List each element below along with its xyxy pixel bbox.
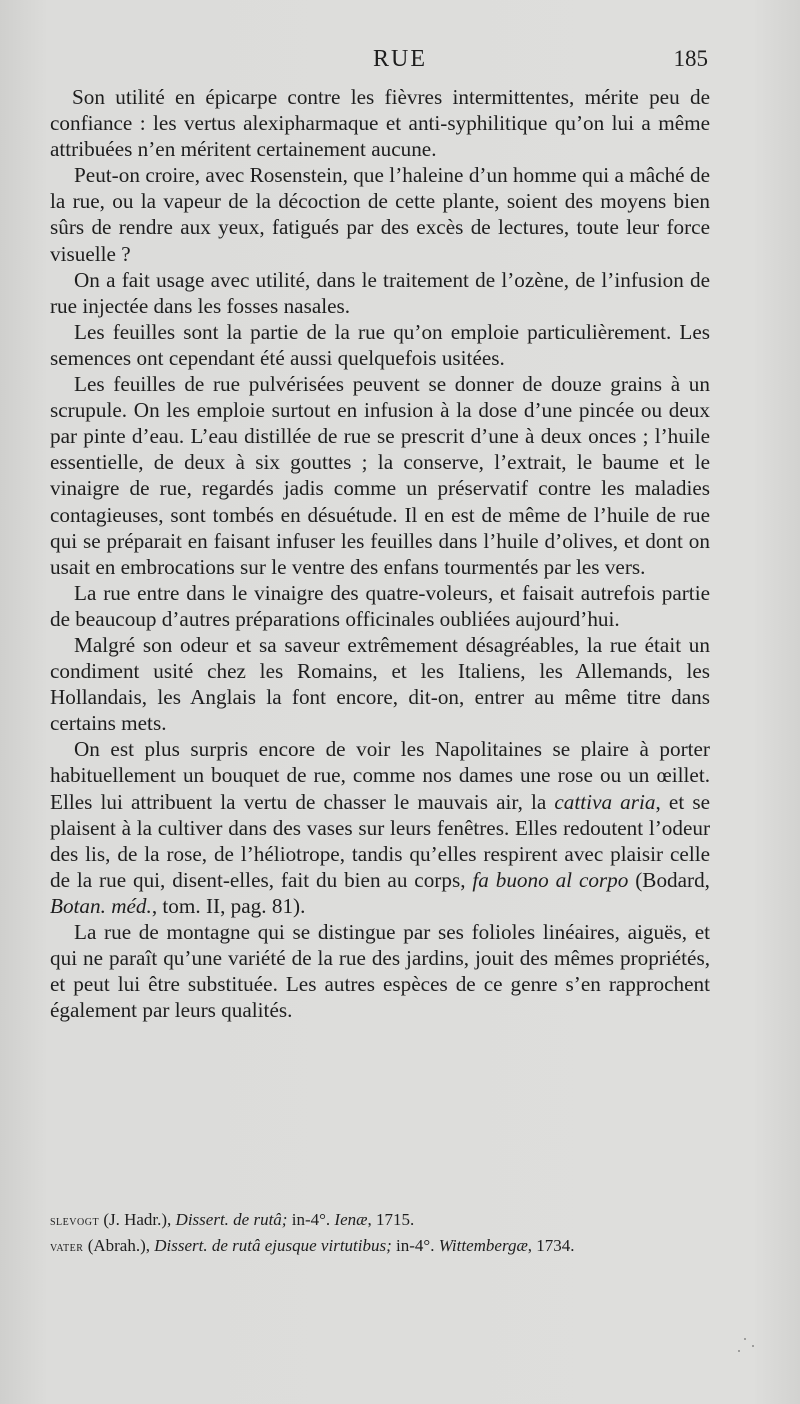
italic-text: Wittembergæ [438,1236,528,1255]
paper-speck [752,1345,754,1347]
paragraph [50,736,710,919]
text-run: Malgré son odeur et sa saveur extrêmement désagréables, la rue était un condiment usité chez les Romains, et les Italiens, les Allemands, les Hollandais, les Anglais la font encore, dit-on, entrer au même titre dans certains mets. [50,632,710,736]
body-text [50,84,710,1023]
italic-text: Dissert. de rutâ; [175,1210,288,1229]
paragraph [50,162,710,266]
text-run: in-4°. [287,1210,335,1229]
text-run: On a fait usage avec utilité, dans le traitement de l’ozène, de l’infusion de rue injectée dans les fosses nasales. [50,267,710,318]
paragraph [50,371,710,580]
bibliography [50,1209,710,1261]
text-run: , 1734. [527,1236,575,1255]
italic-text: Dissert. de rutâ ejusque virtutibus; [154,1236,392,1255]
text-run: Les feuilles sont la partie de la rue qu’on emploie particulièrement. Les semences ont cependant été aussi quelquefois usitées. [50,319,710,370]
reference-entry [50,1209,710,1233]
text-run: , tom. II, pag. 81). [151,893,306,918]
italic-text: Ienæ [334,1210,368,1229]
paragraph [50,267,710,319]
text-run: La rue de montagne qui se distingue par ses folioles linéaires, aiguës, et qui ne paraît qu’une variété de la rue des jardins, jouit des mêmes propriétés, et peut lui être substituée. Les autres espèces de ce genre s’en rapprochent également par leurs qualités. [50,920,710,1023]
text-run: Les feuilles de rue pulvérisées peuvent se donner de douze grains à un scrupule. On les emploie surtout en infusion à la dose d’une pincée ou deux par pinte d’eau. L’eau distillée de rue se prescrit d’une à deux onces ; l’huile essentielle, de deux à six gouttes ; la conserve, l’extrait, le baume et le vinaigre de rue, regardés jadis comme un préservatif contre les maladies contagieuses, sont tombés en désuétude. Il en est de même de l’huile de rue qui se préparait en faisant infuser les feuilles dans l’huile d’olives, et dont on usait en embrocations sur le ventre des enfans tourmentés par les vers. [50,372,710,579]
text-run: Son utilité en épicarpe contre les fièvres intermittentes, mérite peu de confiance : les vertus alexipharmaque et anti-syphilitique qu’on lui a même attribuées n’en méritent certainement aucune. [50,85,710,162]
paragraph [50,580,710,632]
reference-entry [50,1235,710,1259]
paragraph [50,84,710,162]
text-run: Peut-on croire, avec Rosenstein, que l’haleine d’un homme qui a mâché de la rue, ou la vapeur de la décoction de cette plante, soient des moyens bien sûrs de rendre aux yeux, fatigués par des excès de lectures, toute leur force visuelle ? [50,163,710,266]
paper-speck [744,1338,746,1340]
text-run: La rue entre dans le vinaigre des quatre-voleurs, et faisait autrefois partie de beaucoup d’autres préparations officinales oubliées aujourd’hui. [50,580,710,631]
paragraph [50,919,710,1023]
italic-text: cattiva aria [554,789,656,814]
text-run: (J. Hadr.), [99,1210,176,1229]
page-number: 185 [673,46,708,71]
paragraph [50,632,710,736]
text-run: vater [50,1240,84,1255]
paper-speck [738,1350,740,1352]
page-header [0,46,800,80]
text-run: , 1715. [367,1210,415,1229]
paragraph [50,319,710,371]
italic-text: fa buono al corpo [472,867,629,892]
text-run: in-4°. [391,1236,439,1255]
text-run: (Bodard, [628,867,710,892]
italic-text: Botan. méd. [50,893,152,918]
text-run: On est plus surpris encore de voir les Napolitaines se plaire à porter habituellement un bouquet de rue, comme nos dames une rose ou un œillet. Elles lui attribuent la vertu de chasser le mauvais air, la [50,737,710,814]
text-run: (Abrah.), [83,1236,155,1255]
running-title: RUE [373,46,427,72]
text-run: slevogt [50,1214,100,1229]
text-run: , et se plaisent à la cultiver dans des vases sur leurs fenêtres. Elles redoutent l’odeur des lis, de la rose, de l’héliotrope, tandis qu’elles respirent avec plaisir celle de la rue qui, disent-elles, fait du bien au corps, [50,789,710,892]
